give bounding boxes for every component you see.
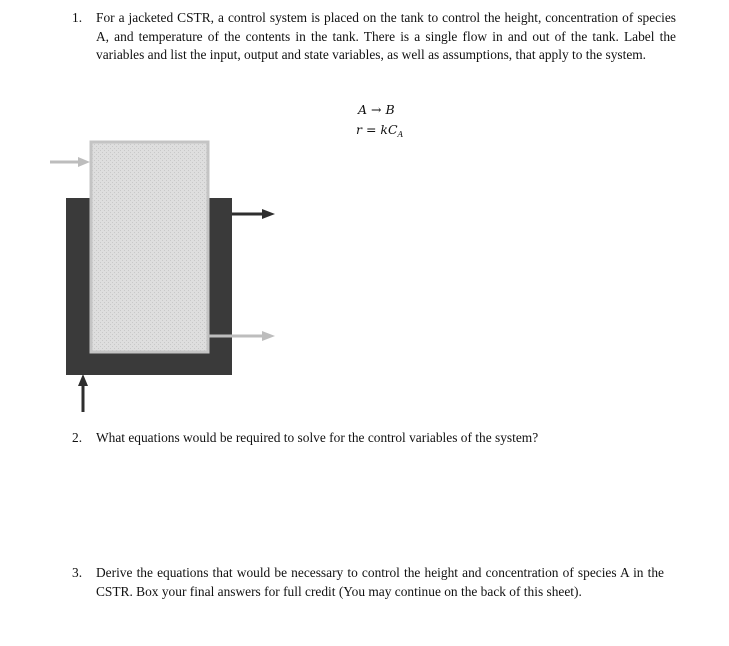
rate-law-subscript: A: [397, 130, 404, 139]
question-1: [72, 9, 676, 65]
rate-law: [356, 122, 403, 137]
question-number: 2.: [72, 430, 83, 445]
tank: [91, 142, 208, 352]
feed-inlet-arrow: [50, 157, 90, 167]
question-number: 3.: [72, 565, 83, 580]
question-2: [72, 429, 676, 448]
reaction-equation: A → B: [358, 102, 395, 117]
coolant-outlet-arrow: [232, 209, 275, 219]
question-text: For a jacketed CSTR, a control system is placed on the tank to control the height, concentration of species A, and temperature of the contents in the tank. There is a single flow in and out of the tank. Label the variables and list the input, output and state variables, as well as assumptions, that apply to the system.: [96, 10, 676, 63]
jacketed-cstr-diagram: [48, 138, 288, 414]
rate-law-lhs: r = kC: [356, 122, 398, 137]
question-text: What equations would be required to solve for the control variables of the system?: [96, 430, 539, 445]
question-number: 1.: [72, 10, 83, 25]
coolant-inlet-arrow: [78, 374, 88, 412]
question-text: Derive the equations that would be necessary to control the height and concentration of species A in the CSTR. Box your final answers for full credit (You may continue on the back of this sheet).: [96, 565, 664, 599]
question-3: [72, 564, 664, 601]
